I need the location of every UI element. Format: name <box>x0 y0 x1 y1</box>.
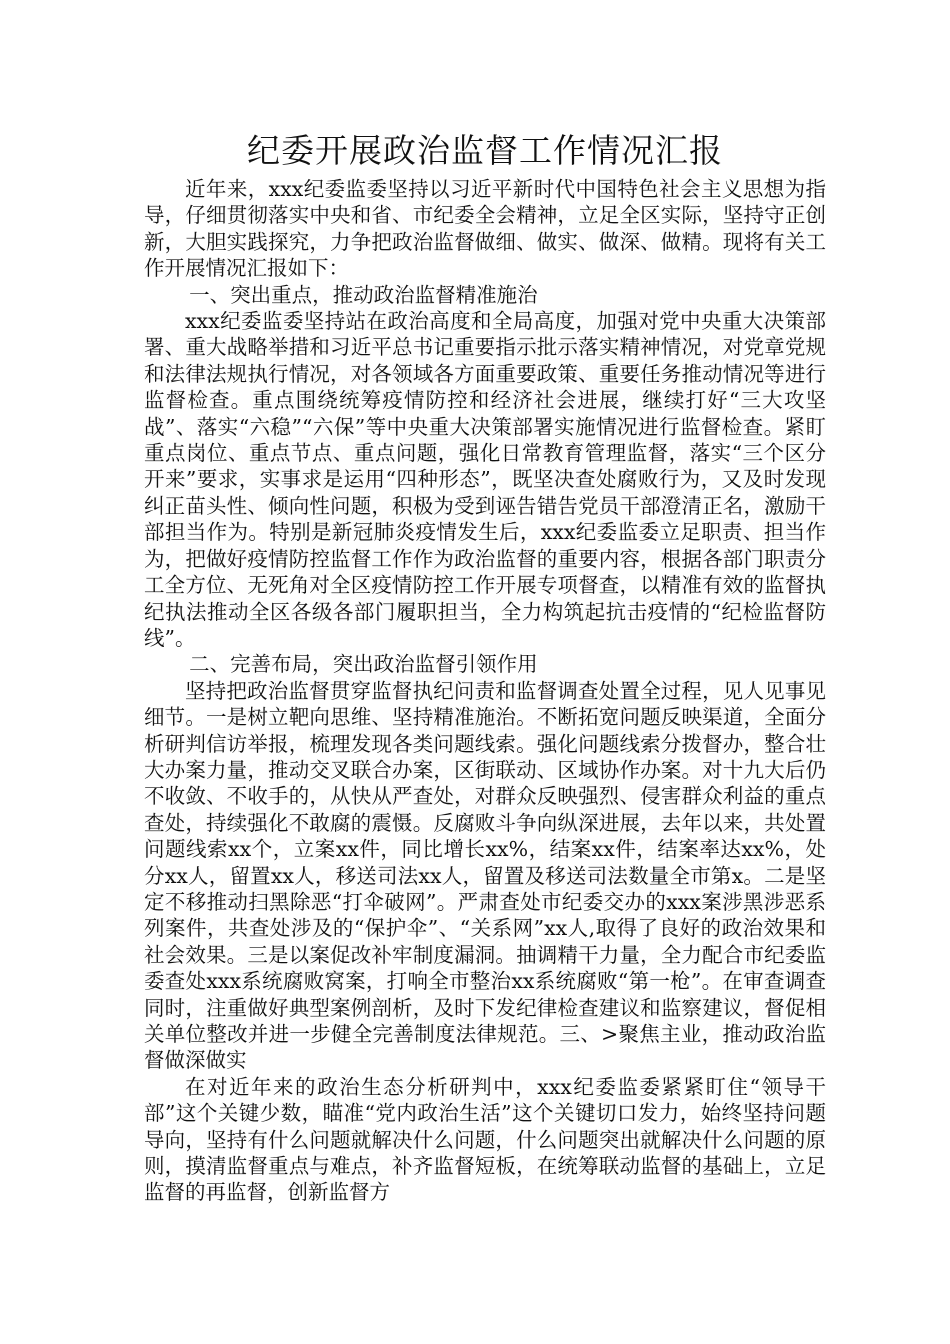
document-title: 纪委开展政治监督工作情况汇报 <box>247 131 723 170</box>
section-2-paragraph: 坚持把政治监督贯穿监督执纪问责和监督调查处置全过程，见人见事见细节。一是树立靶向思维、坚持精准施治。不断拓宽问题反映渠道，全面分析研判信访举报，梳理发现各类问题线索。强化问题线索分拨督办，整合壮大办案力量，推动交叉联合办案，区街联动、区域协作办案。对十九大后仍不收敛、不收手的，从快从严查处，对群众反映强烈、侵害群众利益的重点查处，持续强化不敢腐的震慑。反腐败斗争向纵深进展，去年以来，共处置问题线索xx个，立案xx件，同比增长xx%，结案xx件，结案率达xx%，处分xx人，留置xx人，移送司法xx人，留置及移送司法数量全市第x。二是坚定不移推动扫黑除恶“打伞破网”。严肃查处市纪委交办的xxx案涉黑涉恶系列案件，共查处涉及的“保护伞”、“关系网”xx人,取得了良好的政治效果和社会效果。三是以案促改补牢制度漏洞。抽调精干力量，全力配合市纪委监委查处xxx系统腐败窝案，打响全市整治xx系统腐败“第一枪”。在审查调查同时，注重做好典型案例剖析，及时下发纪律检查建议和监察建议，督促相关单位整改并进一步健全完善制度法律规范。三、>聚焦主业，推动政治监督做深做实 <box>144 678 826 1073</box>
section-1-paragraph: xxx纪委监委坚持站在政治高度和全局高度，加强对党中央重大决策部署、重大战略举措和习近平总书记重要指示批示落实精神情况，对党章党规和法律法规执行情况，对各领域各方面重要政策、重要任务推动情况等进行监督检查。重点围绕统筹疫情防控和经济社会进展，继续打好“三大攻坚战”、落实“六稳”“六保”等中央重大决策部署实施情况进行监督检查。紧盯重点岗位、重点节点、重点问题，强化日常教育管理监督，落实“三个区分开来”要求，实事求是运用“四种形态”，既坚决查处腐败行为，又及时发现纠正苗头性、倾向性问题，积极为受到诬告错告党员干部澄清正名，激励干部担当作为。特别是新冠肺炎疫情发生后，xxx纪委监委立足职责、担当作为，把做好疫情防控监督工作作为政治监督的重要内容，根据各部门职责分工全方位、无死角对全区疫情防控工作开展专项督查，以精准有效的监督执纪执法推动全区各级各部门履职担当，全力构筑起抗击疫情的“纪检监督防线”。 <box>144 309 826 650</box>
intro-paragraph: 近年来，xxx纪委监委坚持以习近平新时代中国特色社会主义思想为指导，仔细贯彻落实中央和省、市纪委全会精神，立足全区实际，坚持守正创新，大胆实践探究，力争把政治监督做细、做实、做深、做精。现将有关工作开展情况汇报如下： <box>144 177 826 281</box>
section-1-heading: 一、突出重点，推动政治监督精准施治 <box>189 282 538 307</box>
section-2-heading: 二、完善布局，突出政治监督引领作用 <box>189 652 538 677</box>
document-content <box>144 126 826 1206</box>
section-3-paragraph: 在对近年来的政治生态分析研判中，xxx纪委监委紧紧盯住“领导干部”这个关键少数，瞄准“党内政治生活”这个关键切口发力，始终坚持问题导向，坚持有什么问题就解决什么问题，什么问题突出就解决什么问题的原则，摸清监督重点与难点，补齐监督短板，在统筹联动监督的基础上，立足监督的再监督，创新监督方 <box>144 1074 826 1205</box>
